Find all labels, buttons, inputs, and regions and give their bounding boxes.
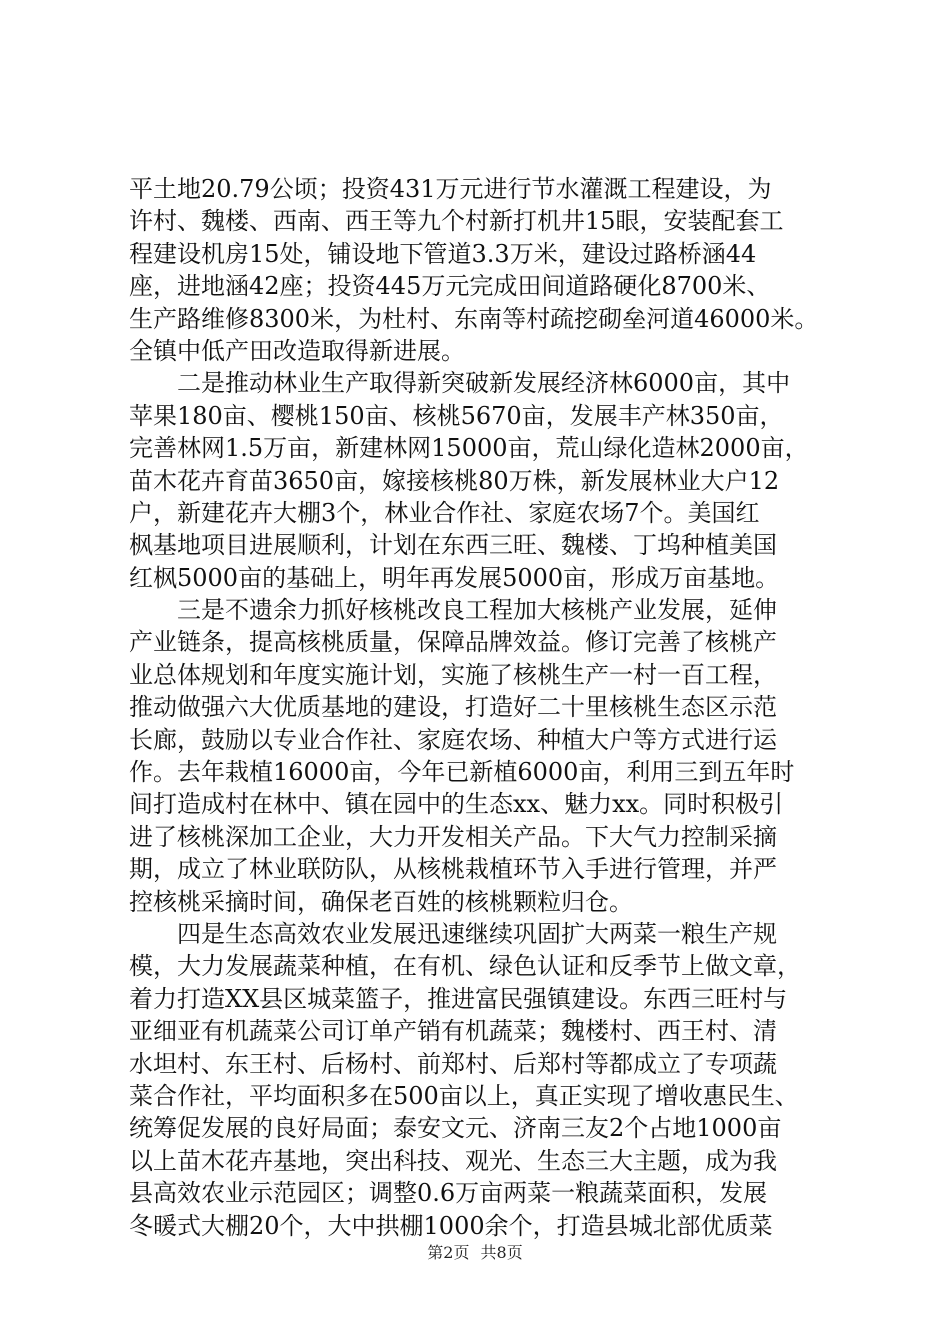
text-line: 程建设机房15处，铺设地下管道3.3万米，建设过路桥涵44 (129, 239, 757, 268)
text-line: 生产路维修8300米，为杜村、东南等村疏挖砌垒河道46000米。 (129, 304, 819, 333)
text-line: 推动做强六大优质基地的建设，打造好二十里核桃生态区示范 (129, 693, 777, 722)
text-line: 间打造成村在林中、镇在园中的生态xx、魅力xx。同时积极引 (129, 790, 784, 819)
page-number: 第2页 (427, 1243, 470, 1262)
text-line: 产业链条，提高核桃质量，保障品牌效益。修订完善了核桃产 (129, 628, 777, 657)
text-line: 许村、魏楼、西南、西王等九个村新打机井15眼，安装配套工 (129, 207, 784, 236)
text-line: 完善林网1.5万亩，新建林网15000亩，荒山绿化造林2000亩， (129, 434, 809, 463)
text-line: 二是推动林业生产取得新突破新发展经济林6000亩，其中 (129, 369, 791, 398)
text-line: 以上苗木花卉基地，突出科技、观光、生态三大主题，成为我 (129, 1146, 777, 1175)
page-total: 共8页 (480, 1243, 523, 1262)
text-line: 苹果180亩、樱桃150亩、核桃5670亩，发展丰产林350亩， (129, 401, 784, 430)
text-line: 统筹促发展的良好局面；泰安文元、济南三友2个占地1000亩 (129, 1114, 782, 1143)
text-line: 冬暖式大棚20个，大中拱棚1000余个，打造县城北部优质菜 (129, 1211, 773, 1240)
text-line: 三是不遗余力抓好核桃改良工程加大核桃产业发展，延伸 (129, 596, 777, 625)
text-line: 苗木花卉育苗3650亩，嫁接核桃80万株，新发展林业大户12 (129, 466, 780, 495)
text-line: 模，大力发展蔬菜种植，在有机、绿色认证和反季节上做文章， (129, 952, 801, 981)
body-text (129, 173, 831, 1242)
text-line: 四是生态高效农业发展迅速继续巩固扩大两菜一粮生产规 (129, 919, 777, 948)
text-line: 水坦村、东王村、后杨村、前郑村、后郑村等都成立了专项蔬 (129, 1049, 777, 1078)
text-line: 作。去年栽植16000亩，今年已新植6000亩，利用三到五年时 (129, 758, 795, 787)
text-line: 户，新建花卉大棚3个，林业合作社、家庭农场7个。美国红 (129, 498, 760, 527)
text-line: 长廊，鼓励以专业合作社、家庭农场、种植大户等方式进行运 (129, 725, 777, 754)
text-line: 枫基地项目进展顺利，计划在东西三旺、魏楼、丁坞种植美国 (129, 531, 777, 560)
text-line: 红枫5000亩的基础上，明年再发展5000亩，形成万亩基地。 (129, 563, 780, 592)
text-line: 着力打造XX县区城菜篮子，推进富民强镇建设。东西三旺村与 (129, 984, 788, 1013)
text-line: 座，进地涵42座；投资445万元完成田间道路硬化8700米、 (129, 272, 771, 301)
text-line: 业总体规划和年度实施计划，实施了核桃生产一村一百工程， (129, 660, 777, 689)
text-line: 平土地20.79公顷；投资431万元进行节水灌溉工程建设，为 (129, 175, 772, 203)
text-line: 控核桃采摘时间，确保老百姓的核桃颗粒归仓。 (129, 887, 633, 916)
page-footer (0, 1243, 950, 1263)
text-line: 县高效农业示范园区；调整0.6万亩两菜一粮蔬菜面积，发展 (129, 1179, 768, 1208)
text-line: 亚细亚有机蔬菜公司订单产销有机蔬菜；魏楼村、西王村、清 (129, 1017, 777, 1046)
text-line: 期，成立了林业联防队，从核桃栽植环节入手进行管理，并严 (129, 855, 777, 884)
text-line: 菜合作社，平均面积多在500亩以上，真正实现了增收惠民生、 (129, 1081, 799, 1110)
text-line: 全镇中低产田改造取得新进展。 (129, 336, 465, 365)
text-line: 进了核桃深加工企业，大力开发相关产品。下大气力控制采摘 (129, 822, 777, 851)
